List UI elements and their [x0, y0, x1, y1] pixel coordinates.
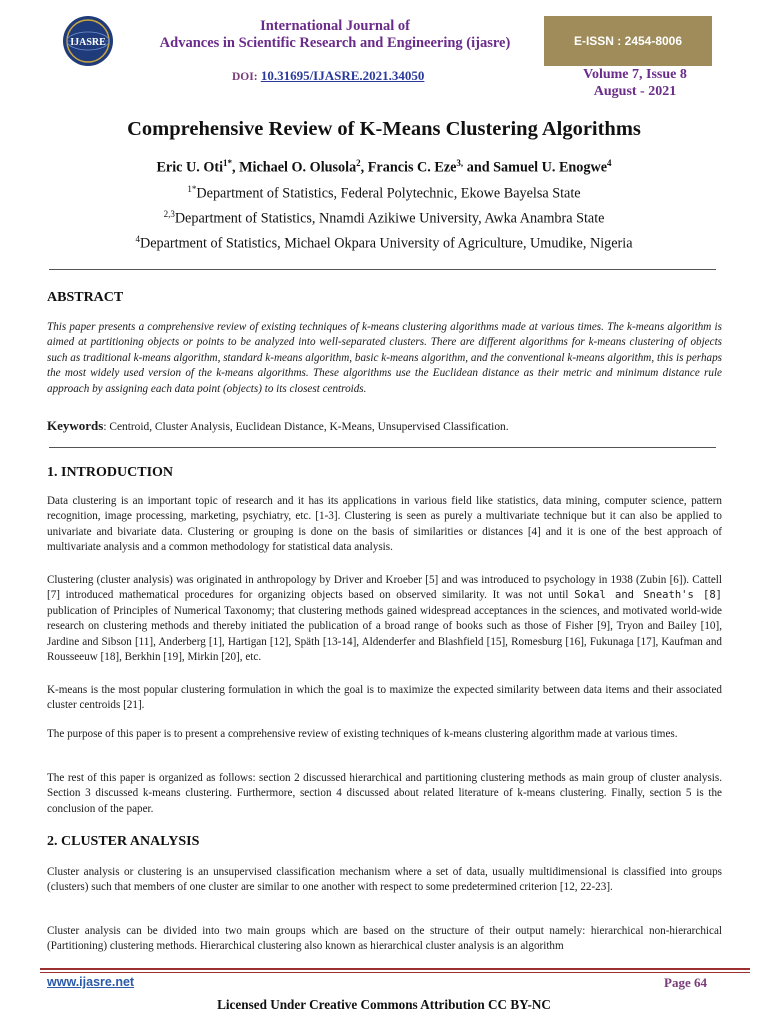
author-4: Samuel U. Enogwe — [493, 159, 608, 176]
affiliation-2 — [0, 209, 768, 228]
svg-text:IJASRE: IJASRE — [70, 37, 106, 48]
affiliation-sup: 4 — [135, 234, 140, 244]
intro-p2-part-b: publication of Principles of Numerical Taxonomy; that clustering methods gained widespread acceptances in the sciences, and motivated world-wide research on clustering methods and thereby initiated the publication of a broad range of books such as those of Fisher [9], Tryon and Bailey [10], Jardine and Sibson [11], Anderberg [1], Hartigan [12], Spӓth [13-14], Aldenderfer and Blashfield [15], Romesburg [16], Fukunaga [17], Kaufman and Rousseeuw [18], Berkhin [19], Mirkin [20], etc. — [47, 604, 722, 664]
divider — [49, 447, 716, 448]
author-1: Eric U. Oti — [156, 159, 224, 176]
cluster-paragraph-2: Cluster analysis can be divided into two main groups which are based on the structure of their output namely: hierarchical non-hierarchical (Partitioning) clustering methods. Hierarchical clustering also known as hierarchical cluster analysis is an algorithm — [47, 925, 722, 953]
journal-logo — [62, 15, 114, 67]
keywords-list: : Centroid, Cluster Analysis, Euclidean Distance, K-Means, Unsupervised Classification. — [103, 421, 509, 433]
author-4-sup: 4 — [607, 158, 612, 168]
doi-line — [232, 68, 424, 84]
intro-paragraph-5: The rest of this paper is organized as follows: section 2 discussed hierarchical and partitioning clustering methods as main group of cluster analysis. Section 3 discussed k-means clustering. Furthermore, section 4 discussed about related literature of k-means clustering. Finally, section 5 is the conclusion of the paper. — [47, 772, 722, 815]
affiliation-1 — [0, 184, 768, 203]
affiliation-3 — [0, 234, 768, 253]
section-heading-introduction: 1. INTRODUCTION — [47, 465, 174, 480]
journal-name-line2: Advances in Scientific Research and Engineering (ijasre) — [159, 35, 511, 51]
author-1-sup: 1* — [223, 158, 233, 168]
intro-paragraph-3: K-means is the most popular clustering formulation in which the goal is to maximize the expected similarity between data items and their associated cluster centroids [21]. — [47, 684, 722, 712]
license-text: Licensed Under Creative Commons Attribution CC BY-NC — [217, 997, 551, 1012]
journal-name — [130, 18, 540, 52]
page-number: Page 64 — [664, 975, 707, 990]
doi-link[interactable]: 10.31695/IJASRE.2021.34050 — [260, 68, 425, 83]
issn-badge — [544, 16, 712, 66]
intro-paragraph-2 — [47, 573, 722, 665]
abstract-heading: ABSTRACT — [47, 290, 124, 305]
affiliation-sup: 1* — [187, 184, 197, 194]
author-2: Michael O. Olusola — [239, 159, 357, 176]
issue-date: August - 2021 — [593, 84, 677, 99]
author-3-sup: 3, — [456, 158, 464, 168]
author-3: Francis C. Eze — [367, 159, 457, 176]
author-2-sup: 2 — [356, 158, 361, 168]
footer-rule-thin — [40, 972, 750, 973]
intro-paragraph-4: The purpose of this paper is to present a comprehensive review of existing techniques of k-means clustering algorithm made at various times. — [47, 728, 678, 740]
volume-issue: Volume 7, Issue 8 — [583, 67, 687, 82]
author-sep: , — [232, 159, 240, 176]
intro-paragraph-1: Data clustering is an important topic of research and it has its applications in various field like statistics, data mining, computer science, pattern recognition, image processing, marketing, psychiatry, etc. [1-3]. Clustering is seen as purely a multivariate technique but it can also be applied to univariate and bivariate data. Clustering or grouping is done on the basis of similarities or distances [4] and it is one of the best approach of multivariate analysis and a common methodology for statistical data analysis. — [47, 495, 722, 554]
issn-text: E-ISSN : 2454-8006 — [573, 34, 683, 48]
doi-label: DOI: — [232, 71, 258, 83]
author-sep: and — [463, 159, 494, 176]
journal-name-line1: International Journal of — [260, 18, 410, 34]
intro-p2-citation: Sokal and Sneath's [8] — [574, 589, 722, 602]
affiliation-sup: 2,3 — [163, 209, 175, 219]
abstract-text: This paper presents a comprehensive review of existing techniques of k-means clustering algorithms made at various times. The k-means algorithm is aimed at partitioning objects or points to be analyzed into well-separated clusters. There are different algorithms for k-means clustering of objects such as traditional k-means algorithm, standard k-means algorithm, basic k-means algorithm, and the conventional k-means algorithm, this is perhaps the most widely used version of the k-means algorithms. These algorithms use the Euclidean distance as their metric and minimum distance rule approach by assigning each data point (objects) to its closest centroids. — [47, 321, 722, 395]
intro-p2-part-a: Clustering (cluster analysis) was originated in anthropology by Driver and Kroeber [5] and was introduced to psychology in 1938 (Zubin [6]). Cattell [7] introduced mathematical procedures for organizing objects based on observed similarity. It was not until — [47, 574, 722, 602]
affiliation-text: Department of Statistics, Federal Polytechnic, Ekowe Bayelsa State — [196, 185, 581, 202]
footer-website-link[interactable]: www.ijasre.net — [47, 975, 135, 989]
divider — [49, 269, 716, 270]
paper-title: Comprehensive Review of K-Means Clustering Algorithms — [127, 118, 641, 140]
affiliation-text: Department of Statistics, Nnamdi Azikiwe University, Awka Anambra State — [174, 210, 605, 227]
author-sep: , — [360, 159, 368, 176]
keywords-line — [47, 418, 722, 434]
cluster-paragraph-1: Cluster analysis or clustering is an unsupervised classification mechanism where a set of data, usually multidimensional is classified into groups (clusters) such that members of one cluster are similar to one another with respect to some predetermined criterion [12, 22-23]. — [47, 866, 722, 894]
author-list — [0, 158, 768, 177]
footer-rule — [40, 968, 750, 970]
keywords-label: Keywords — [47, 418, 104, 433]
volume-info — [560, 66, 710, 100]
affiliation-text: Department of Statistics, Michael Okpara University of Agriculture, Umudike, Nigeria — [140, 235, 633, 252]
section-heading-cluster-analysis: 2. CLUSTER ANALYSIS — [47, 834, 200, 849]
